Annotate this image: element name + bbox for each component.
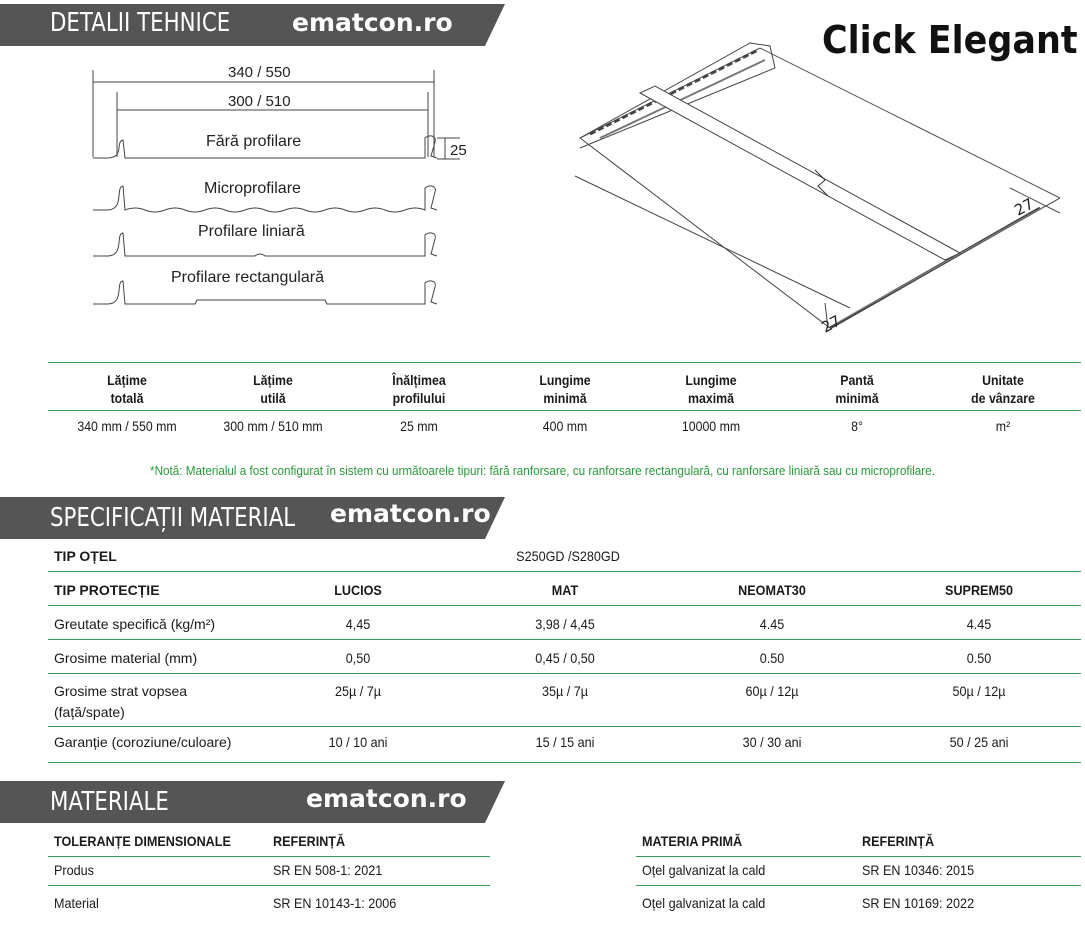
profile-label: Microprofilare: [204, 180, 301, 197]
dim-lock-bottom: 27: [818, 311, 844, 337]
mat-row-ref: SR EN 10143-1: 2006: [273, 895, 397, 911]
spec-line: [48, 605, 1081, 606]
product-title: Click Elegant: [822, 18, 1078, 62]
referinta-header: REFERINȚĂ: [273, 833, 346, 849]
brand-site: ematcon.ro: [330, 499, 491, 528]
dim-height: 25: [450, 142, 467, 159]
tech-header: Înălțimea profilului: [392, 372, 446, 406]
mat-line: [48, 856, 490, 857]
protection-type: NEOMAT30: [738, 582, 806, 598]
spec-line: [48, 571, 1081, 572]
tech-header: Lungime maximă: [685, 372, 737, 406]
spec-value: 0.50: [966, 650, 992, 666]
tech-header: Pantă minimă: [835, 372, 879, 406]
mat-row-label: Material: [54, 895, 99, 911]
spec-value: 60µ / 12µ: [745, 683, 799, 699]
dim-util: 300 / 510: [228, 93, 291, 110]
spec-value: 35µ / 7µ: [541, 683, 589, 699]
tech-value: 340 mm / 550 mm: [77, 418, 177, 434]
section-title-detalii: DETALII TEHNICE: [50, 8, 231, 38]
spec-line: [48, 673, 1081, 674]
spec-line: [48, 726, 1081, 727]
profile-label: Fără profilare: [206, 133, 302, 150]
tech-value: 400 mm: [542, 418, 588, 434]
spec-value: 50µ / 12µ: [952, 683, 1006, 699]
spec-value: 3,98 / 4,45: [535, 616, 595, 632]
section-banner-detalii: [0, 4, 505, 46]
spec-value: 25µ / 7µ: [334, 683, 382, 699]
mat-row-ref: SR EN 10169: 2022: [862, 895, 975, 911]
spec-value: 10 / 10 ani: [328, 734, 388, 750]
mat-row-label: Oțel galvanizat la cald: [642, 862, 766, 878]
brand-site: ematcon.ro: [292, 8, 453, 37]
tech-header: Lățime totală: [107, 372, 147, 406]
spec-value: 4.45: [759, 616, 785, 632]
mat-line: [48, 885, 490, 886]
tech-value: 8°: [851, 418, 863, 434]
section-banner-specificatii: [0, 497, 505, 539]
mat-line: [636, 856, 1081, 857]
spec-line: [48, 762, 1081, 763]
section-banner-materiale: [0, 781, 505, 823]
mat-row-ref: SR EN 10346: 2015: [862, 862, 975, 878]
spec-value: 30 / 30 ani: [742, 734, 802, 750]
tech-value: 300 mm / 510 mm: [223, 418, 323, 434]
steel-value: S250GD /S280GD: [516, 548, 620, 564]
dim-total: 340 / 550: [228, 64, 291, 81]
spec-value: 0,50: [345, 650, 371, 666]
spec-row-label: Garanție (coroziune/culoare): [54, 734, 232, 750]
spec-value: 4,45: [345, 616, 371, 632]
tolerante-header: TOLERANȚE DIMENSIONALE: [54, 833, 231, 849]
protection-type: SUPREM50: [945, 582, 1013, 598]
mat-row-label: Oțel galvanizat la cald: [642, 895, 766, 911]
spec-line: [48, 639, 1081, 640]
tech-value: m²: [995, 418, 1011, 434]
profile-label: Profilare liniară: [198, 223, 305, 240]
tech-header: Lățime utilă: [253, 372, 293, 406]
section-title-specificatii: SPECIFICAȚII MATERIAL: [50, 503, 296, 533]
spec-value: 4.45: [966, 616, 992, 632]
brand-site: ematcon.ro: [306, 784, 467, 813]
panel-isometric-drawing: [560, 38, 1060, 338]
spec-value: 0.50: [759, 650, 785, 666]
referinta-header: REFERINȚĂ: [862, 833, 935, 849]
dim-lock-right: 27: [1011, 194, 1037, 220]
mat-row-label: Produs: [54, 862, 94, 878]
mat-row-ref: SR EN 508-1: 2021: [273, 862, 383, 878]
materia-prima-header: MATERIA PRIMĂ: [642, 833, 743, 849]
tech-value: 25 mm: [400, 418, 438, 434]
profile-label: Profilare rectangulară: [171, 269, 324, 286]
note-text: *Notă: Materialul a fost configurat în sistem cu următoarele tipuri: fără ranforsare, cu ranforsare rectangulară, cu ranforsare liniară sau cu microprofilare.: [150, 463, 935, 478]
steel-label: TIP OȚEL: [54, 548, 117, 564]
protection-type: MAT: [551, 582, 579, 598]
protection-type: LUCIOS: [334, 582, 382, 598]
spec-value: 15 / 15 ani: [535, 734, 595, 750]
tech-value: 10000 mm: [681, 418, 741, 434]
spec-row-label: Grosime material (mm): [54, 650, 198, 666]
mat-line: [636, 885, 1081, 886]
spec-value: 50 / 25 ani: [949, 734, 1009, 750]
tech-header: Lungime minimă: [539, 372, 591, 406]
spec-value: 0,45 / 0,50: [535, 650, 595, 666]
table-top-line: [48, 362, 1081, 363]
tech-header: Unitate de vânzare: [971, 372, 1035, 406]
spec-row-label: Greutate specifică (kg/m²): [54, 616, 216, 632]
table-header-line: [48, 410, 1081, 411]
protection-label: TIP PROTECȚIE: [54, 582, 160, 598]
spec-row-label: Grosime strat vopsea: [54, 683, 188, 699]
spec-row-label-2: (față/spate): [54, 704, 125, 720]
section-title-materiale: MATERIALE: [50, 787, 169, 817]
